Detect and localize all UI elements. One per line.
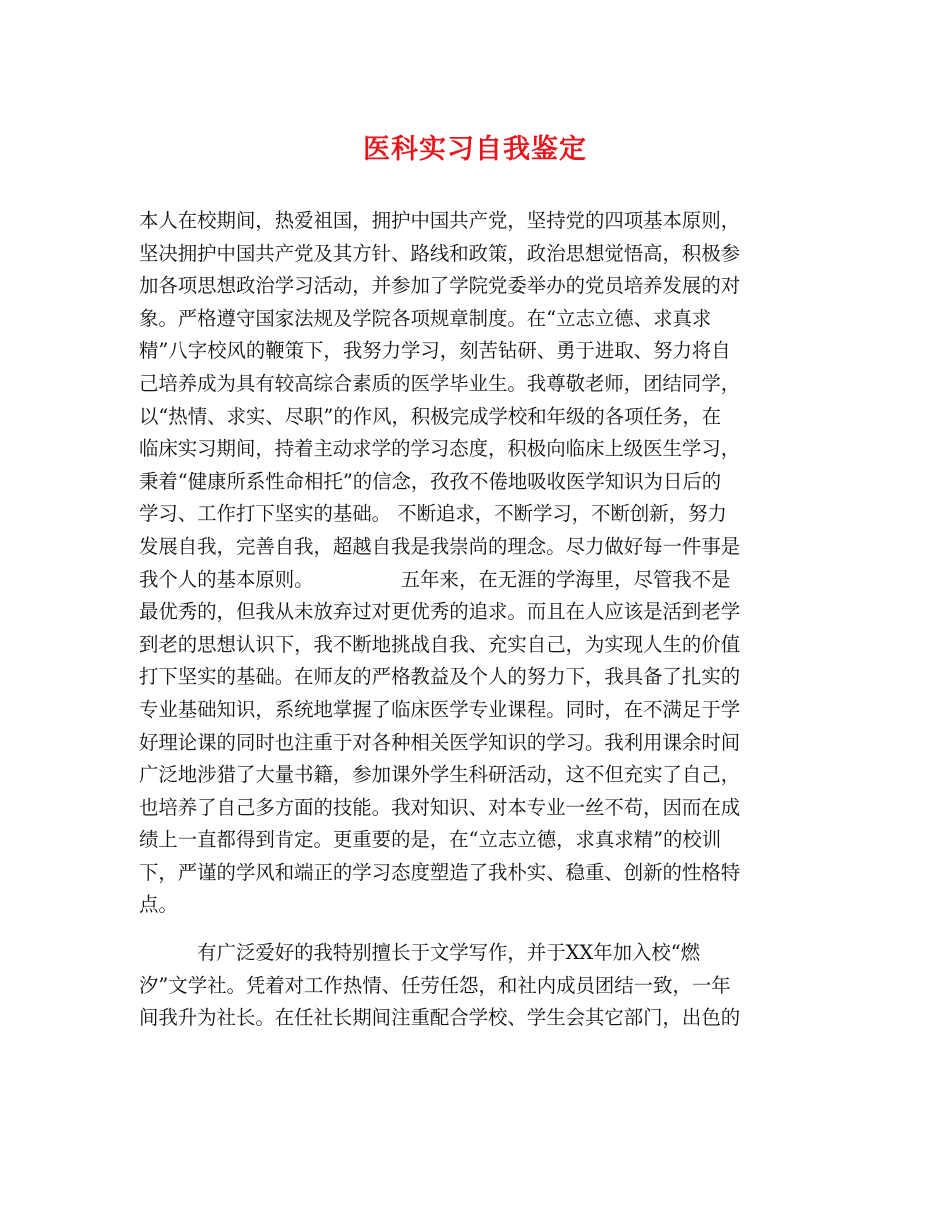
text-line: 以“热情、求实、尽职”的作风，积极完成学校和年级的各项任务，在 [139, 404, 722, 428]
text-line: 发展自我，完善自我，超越自我是我崇尚的理念。尽力做好每一件事是 [139, 534, 741, 558]
text-line: 秉着“健康所系性命相托”的信念，孜孜不倦地吸收医学知识为日后的 [139, 469, 722, 493]
text-line: 己培养成为具有较高综合素质的医学毕业生。我尊敬老师，团结同学， [139, 371, 741, 395]
text-line: 学习、工作打下坚实的基础。 不断追求，不断学习，不断创新，努力 [139, 502, 727, 526]
text-line: 有广泛爱好的我特别擅长于文学写作，并于XX年加入校“燃 [139, 941, 701, 965]
text-line: 象。严格遵守国家法规及学院各项规章制度。在“立志立德、求真求 [139, 306, 712, 330]
document-title: 医科实习自我鉴定 [363, 134, 587, 165]
text-line: 坚决拥护中国共产党及其方针、路线和政策，政治思想觉悟高，积极参 [139, 241, 741, 265]
paragraph-1 [139, 205, 819, 922]
text-line: 本人在校期间，热爱祖国，拥护中国共产党，坚持党的四项基本原则， [139, 209, 741, 232]
document-body [139, 205, 819, 1035]
text-line: 广泛地涉猎了大量书籍，参加课外学生科研活动，这不但充实了自己， [139, 763, 741, 787]
text-line: 下，严谨的学风和端正的学习态度塑造了我朴实、稳重、创新的性格特 [139, 860, 741, 884]
text-line: 临床实习期间，持着主动求学的学习态度，积极向临床上级医生学习， [139, 437, 741, 461]
text-line: 点。 [139, 893, 178, 917]
text-line: 间我升为社长。在任社长期间注重配合学校、学生会其它部门，出色的 [139, 1006, 741, 1030]
text-line: 汐”文学社。凭着对工作热情、任劳任怨，和社内成员团结一致，一年 [139, 973, 731, 997]
text-line: 加各项思想政治学习活动，并参加了学院党委举办的党员培养发展的对 [139, 274, 741, 298]
text-line: 专业基础知识，系统地掌握了临床医学专业课程。同时，在不满足于学 [139, 697, 741, 721]
text-line: 打下坚实的基础。在师友的严格教益及个人的努力下，我具备了扎实的 [139, 665, 741, 689]
text-line: 到老的思想认识下，我不断地挑战自我、充实自己，为实现人生的价值 [139, 632, 741, 656]
paragraph-2 [139, 937, 819, 1035]
text-line: 我个人的基本原则。 五年来，在无涯的学海里，尽管我不是 [139, 567, 731, 591]
text-line: 绩上一直都得到肯定。更重要的是，在“立志立德，求真求精”的校训 [139, 828, 722, 852]
text-line: 精”八字校风的鞭策下，我努力学习，刻苦钻研、勇于进取、努力将自 [139, 339, 731, 363]
text-line: 好理论课的同时也注重于对各种相关医学知识的学习。我利用课余时间 [139, 730, 741, 754]
paragraph-gap [139, 922, 819, 937]
text-line: 最优秀的，但我从未放弃过对更优秀的追求。而且在人应该是活到老学 [139, 600, 741, 624]
text-line: 也培养了自己多方面的技能。我对知识、对本专业一丝不苟，因而在成 [139, 795, 741, 819]
